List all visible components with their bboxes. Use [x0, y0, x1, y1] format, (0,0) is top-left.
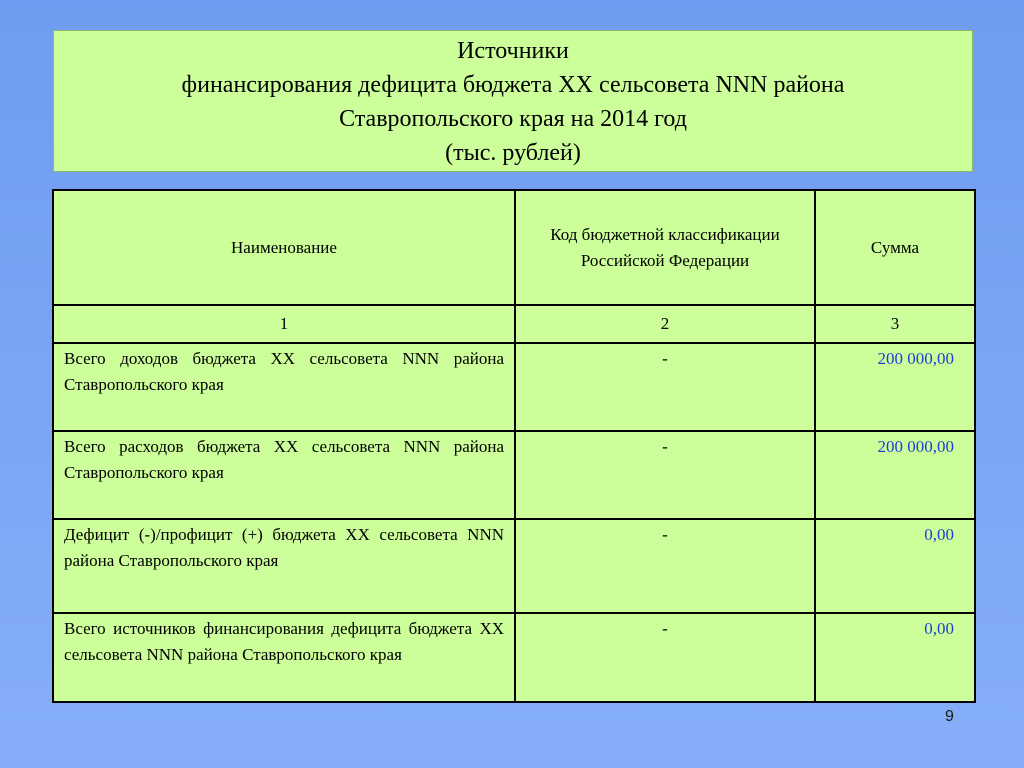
column-number-2: 2	[515, 305, 815, 343]
row-name: Всего источников финансирования дефицита бюджета ХХ сельсовета NNN района Ставропольского края	[64, 619, 504, 664]
row-code: -	[662, 349, 668, 368]
row-code: -	[662, 525, 668, 544]
row-code: -	[662, 437, 668, 456]
column-number-1: 1	[53, 305, 515, 343]
table-row	[53, 343, 975, 431]
header-code: Код бюджетной классификации Российской Федерации	[515, 190, 815, 305]
slide-title	[53, 30, 973, 172]
table-header-row	[53, 190, 975, 305]
table-row	[53, 519, 975, 613]
page-number: 9	[945, 708, 954, 725]
row-code: -	[662, 619, 668, 638]
column-number-row	[53, 305, 975, 343]
column-number-3: 3	[815, 305, 975, 343]
title-line-3: Ставропольского края на 2014 год	[339, 106, 687, 132]
table-row	[53, 431, 975, 519]
row-name: Всего доходов бюджета ХХ сельсовета NNN района Ставропольского края	[64, 349, 504, 394]
title-line-1: Источники	[457, 38, 569, 64]
header-sum: Сумма	[815, 190, 975, 305]
title-line-4: (тыс. рублей)	[445, 140, 581, 166]
header-name: Наименование	[53, 190, 515, 305]
row-sum: 200 000,00	[877, 437, 954, 456]
budget-sources-table	[52, 189, 976, 703]
table-row	[53, 613, 975, 702]
row-sum: 200 000,00	[877, 349, 954, 368]
row-name: Дефицит (-)/профицит (+) бюджета ХХ сельсовета NNN района Ставропольского края	[64, 525, 504, 570]
row-sum: 0,00	[924, 619, 954, 638]
title-line-2: финансирования дефицита бюджета ХХ сельсовета NNN района	[181, 72, 845, 98]
row-name: Всего расходов бюджета ХХ сельсовета NNN района Ставропольского края	[64, 437, 504, 482]
row-sum: 0,00	[924, 525, 954, 544]
